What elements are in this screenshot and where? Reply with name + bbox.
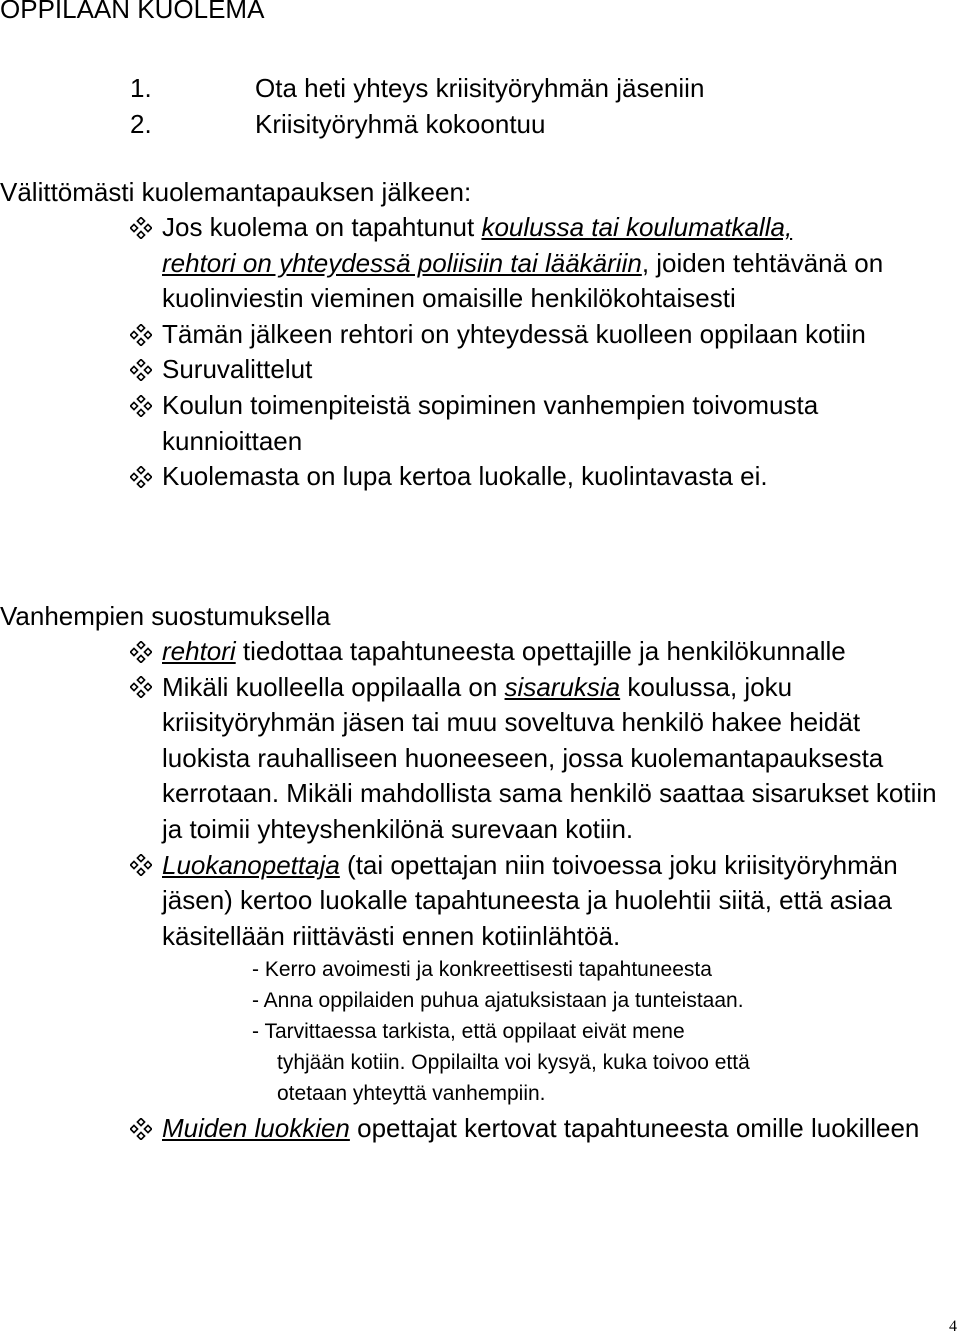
bullet-item <box>0 210 960 317</box>
bullet-item <box>0 459 960 495</box>
parents-consent-list <box>0 634 960 1147</box>
bullet-text: Jos kuolema on tapahtunut <box>162 212 482 242</box>
diamond-bullet-icon <box>130 210 158 246</box>
bullet-item <box>0 1111 960 1147</box>
diamond-bullet-icon <box>130 317 158 353</box>
bullet-item <box>0 848 960 955</box>
bullet-text: Kuolemasta on lupa kertoa luokalle, kuolintavasta ei. <box>162 461 768 492</box>
page-title: OPPILAAN KUOLEMA <box>0 0 265 24</box>
diamond-bullet-icon <box>130 459 158 495</box>
dash-item-continuation: tyhjään kotiin. Oppilailta voi kysyä, kuka toivoo että <box>277 1051 750 1075</box>
section-heading-parents-consent: Vanhempien suostumuksella <box>0 601 331 631</box>
bullet-emphasis: sisaruksia <box>504 671 621 702</box>
step-number: 1. <box>130 73 152 103</box>
bullet-text: tiedottaa tapahtuneesta opettajille ja henkilökunnalle <box>235 636 846 666</box>
diamond-bullet-icon <box>130 1111 158 1147</box>
bullet-text: opettajat kertovat tapahtuneesta omille luokilleen <box>349 1113 920 1144</box>
diamond-bullet-icon <box>130 848 158 884</box>
bullet-item <box>0 634 960 670</box>
bullet-text: koulussa, joku kriisityöryhmän jäsen tai muu soveltuva henkilö hakee heidät luokista rauhalliseen huoneeseen, jossa kuolemantapauksesta kerrotaan. Mikäli mahdollista sama henkilö saattaa sisarukset kotiin ja toimii yhteyshenkilönä surevaan kotiin. <box>162 671 937 844</box>
step-text: Kriisityöryhmä kokoontuu <box>255 109 546 139</box>
dash-item-continuation: otetaan yhteyttä vanhempiin. <box>277 1082 546 1106</box>
bullet-text: Koulun toimenpiteistä sopiminen vanhempien toivomusta kunnioittaen <box>162 389 819 456</box>
dash-item: - Kerro avoimesti ja konkreettisesti tapahtuneesta <box>252 958 712 982</box>
bullet-emphasis: koulussa tai koulumatkalla, <box>481 212 793 242</box>
section-heading-immediate: Välittömästi kuolemantapauksen jälkeen: <box>0 177 472 207</box>
immediate-actions-list <box>0 210 960 495</box>
bullet-item <box>0 670 960 848</box>
bullet-emphasis: Muiden luokkien <box>162 1113 350 1144</box>
bullet-item <box>0 317 960 353</box>
bullet-text: Tämän jälkeen rehtori on yhteydessä kuolleen oppilaan kotiin <box>162 318 866 349</box>
bullet-item <box>0 388 960 459</box>
page-number: 4 <box>949 1318 957 1335</box>
dash-item: - Tarvittaessa tarkista, että oppilaat eivät mene <box>252 1020 685 1044</box>
step-text: Ota heti yhteys kriisityöryhmän jäseniin <box>255 73 705 103</box>
bullet-text: Suruvalittelut <box>162 354 313 385</box>
step-number: 2. <box>130 109 152 139</box>
diamond-bullet-icon <box>130 670 158 706</box>
diamond-bullet-icon <box>130 388 158 424</box>
diamond-bullet-icon <box>130 352 158 388</box>
bullet-text: (tai opettajan niin toivoessa joku kriisityöryhmän jäsen) kertoo luokalle tapahtuneesta ja huolehtii siitä, että asiaa käsitellään riittävästi ennen kotiinlähtöä. <box>162 849 898 951</box>
diamond-bullet-icon <box>130 634 158 670</box>
dash-sublist <box>0 954 960 1109</box>
bullet-item <box>0 352 960 388</box>
bullet-emphasis: rehtori on yhteydessä poliisiin tai lääkäriin <box>162 247 642 278</box>
bullet-emphasis: Luokanopettaja <box>162 849 340 880</box>
bullet-text: , joiden tehtävänä on kuolinviestin vieminen omaisille henkilökohtaisesti <box>162 247 884 314</box>
bullet-emphasis: rehtori <box>162 636 236 666</box>
dash-item: - Anna oppilaiden puhua ajatuksistaan ja tunteistaan. <box>252 989 744 1013</box>
bullet-text: Mikäli kuolleella oppilaalla on <box>162 671 505 702</box>
